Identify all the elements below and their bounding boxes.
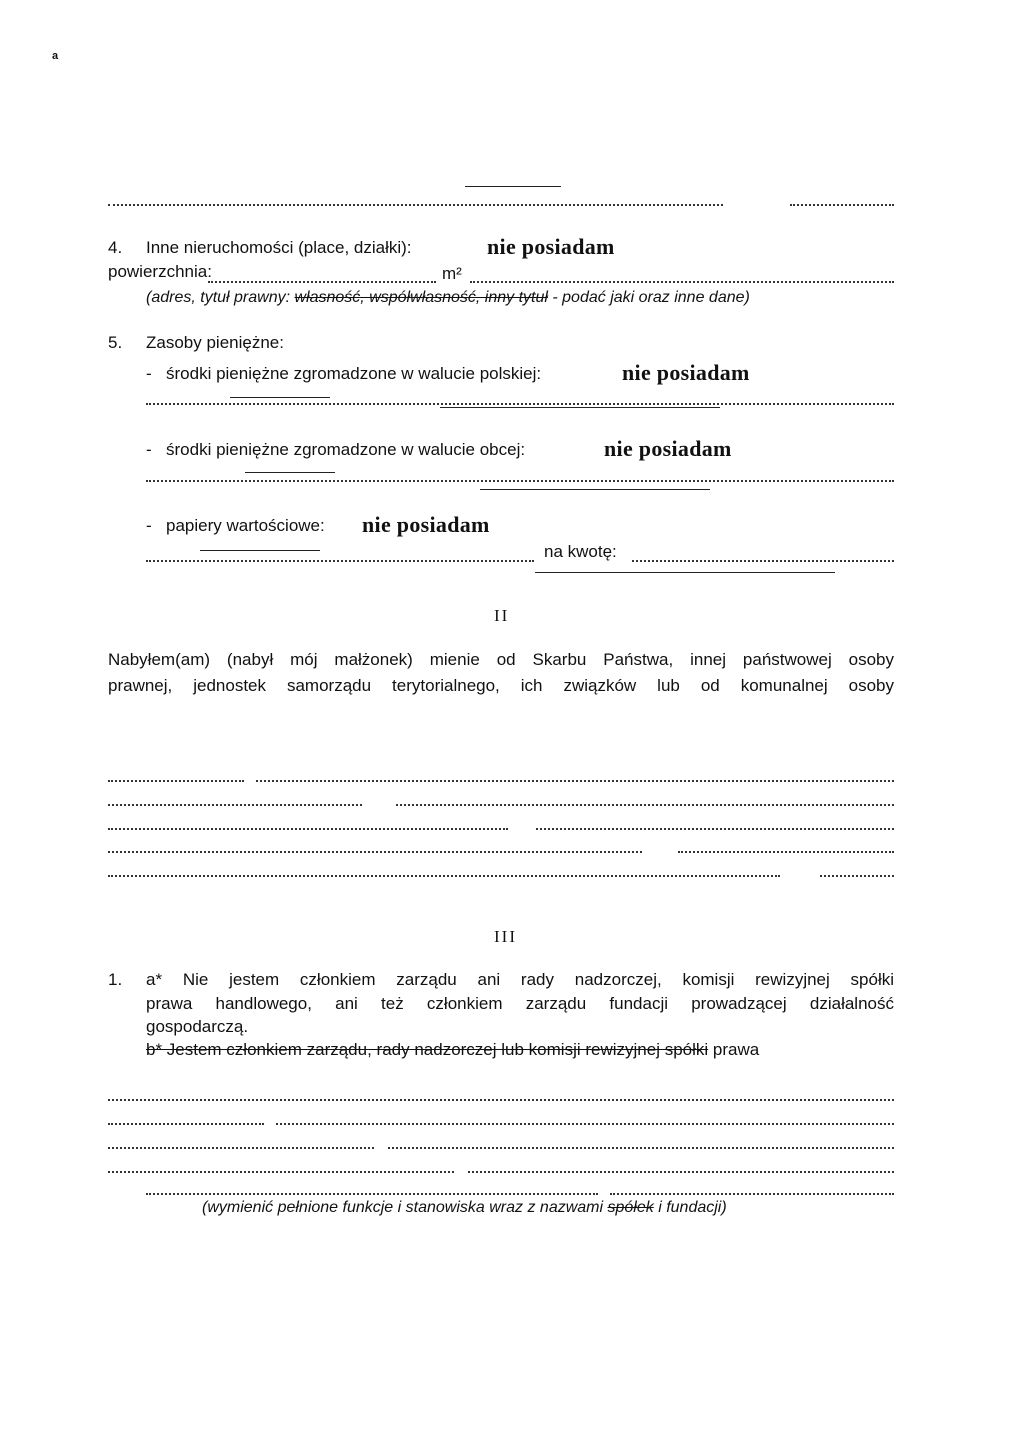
dotted-line (108, 851, 642, 853)
dotted-line (108, 804, 362, 806)
dotted-line (108, 1147, 374, 1149)
dotted-line (108, 780, 244, 782)
dotted-line (108, 1123, 264, 1125)
dotted-line (678, 851, 894, 853)
dotted-line (790, 204, 894, 206)
dotted-line (256, 780, 894, 782)
dotted-line (146, 480, 894, 482)
paragraph-line: prawa handlowego, ani też członkiem zarządu fundacji prowadzącej działalność (146, 994, 894, 1013)
item-label: środki pieniężne zgromadzone w walucie obcej: (166, 440, 526, 459)
dotted-line (388, 1147, 894, 1149)
dotted-line (108, 1099, 894, 1101)
struck-paragraph: b* Jestem członkiem zarządu, rady nadzorczej lub komisji rewizyjnej spółki prawa (146, 1040, 760, 1059)
section-heading: III (494, 927, 517, 946)
footnote: (wymienić pełnione funkcje i stanowiska wraz z nazwami spółek i fundacji) (202, 1199, 727, 1216)
top-rule (465, 186, 561, 187)
list-dash: - (146, 364, 152, 383)
dotted-line (396, 804, 894, 806)
paragraph-line: Nabyłem(am) (nabył mój małżonek) mienie od Skarbu Państwa, innej państwowej osoby (108, 650, 894, 669)
item-number: 1. (108, 970, 123, 989)
dotted-line (536, 828, 894, 830)
address-note: (adres, tytuł prawny: własność, współwłasność, inny tytuł - podać jaki oraz inne dane) (146, 289, 750, 306)
dotted-line (276, 1123, 894, 1125)
answer-text: nie posiadam (622, 360, 750, 385)
rule-line (230, 397, 330, 398)
dotted-line (468, 1171, 894, 1173)
paragraph-line: gospodarczą. (146, 1017, 249, 1036)
dotted-line (632, 560, 894, 562)
area-unit: m² (442, 264, 462, 283)
dotted-line (208, 281, 436, 283)
area-label: powierzchnia: (108, 262, 212, 281)
paragraph-line: a* Nie jestem członkiem zarządu ani rady nadzorczej, komisji rewizyjnej spółki (146, 970, 894, 989)
dotted-line (146, 560, 534, 562)
paragraph-line: prawnej, jednostek samorządu terytorialnego, ich związków lub od komunalnej osoby (108, 676, 894, 695)
section-heading: II (494, 606, 510, 625)
section-number: 4. (108, 238, 123, 257)
answer-text: nie posiadam (604, 436, 732, 461)
dotted-line (108, 204, 723, 206)
rule-line (440, 407, 720, 408)
dotted-line (820, 875, 894, 877)
dotted-line (146, 1193, 598, 1195)
item-label: środki pieniężne zgromadzone w walucie polskiej: (166, 364, 542, 383)
corner-mark: a (52, 50, 59, 62)
amount-label: na kwotę: (544, 542, 617, 561)
rule-line (535, 572, 835, 573)
rule-line (245, 472, 335, 473)
dotted-line (610, 1193, 894, 1195)
rule-line (200, 550, 320, 551)
item-label: papiery wartościowe: (166, 516, 325, 535)
dotted-line (108, 828, 508, 830)
dotted-line (108, 1171, 454, 1173)
list-dash: - (146, 440, 152, 459)
dotted-line (146, 403, 894, 405)
section-number: 5. (108, 333, 123, 352)
section-label: Inne nieruchomości (place, działki): (146, 238, 412, 257)
dotted-line (108, 875, 780, 877)
answer-text: nie posiadam (487, 234, 615, 259)
section-label: Zasoby pieniężne: (146, 333, 284, 352)
answer-text: nie posiadam (362, 512, 490, 537)
dotted-line (470, 281, 894, 283)
list-dash: - (146, 516, 152, 535)
rule-line (480, 489, 710, 490)
